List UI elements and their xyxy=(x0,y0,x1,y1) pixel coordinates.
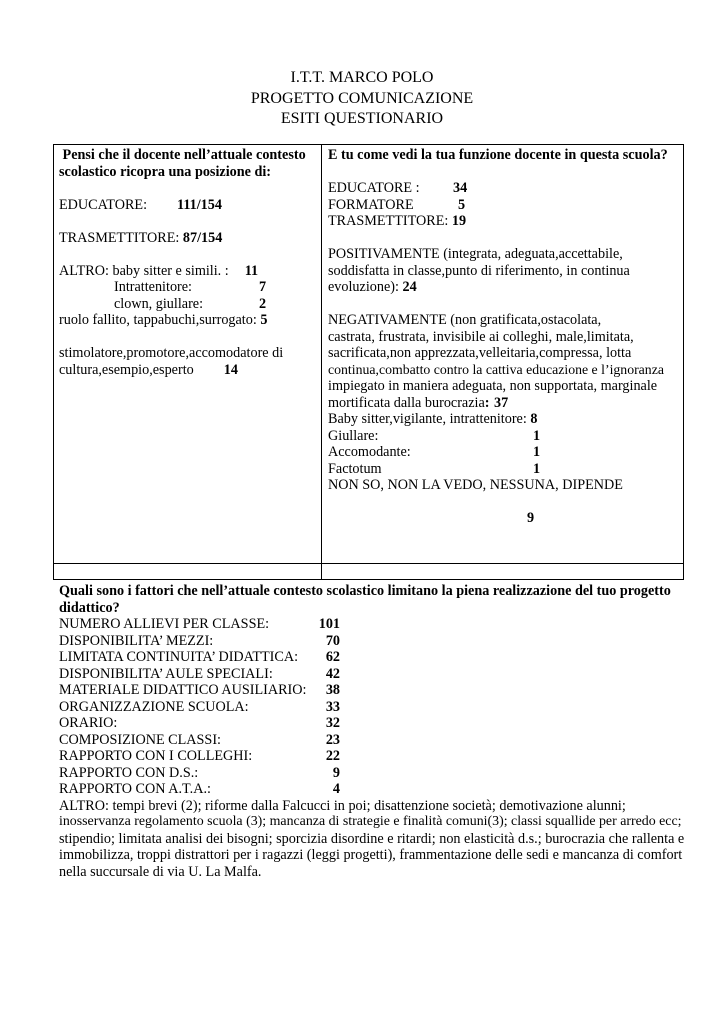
limiting-factors-section xyxy=(59,583,719,880)
right-empty-cell xyxy=(322,564,684,580)
left-question-line-1: Pensi che il docente nell’attuale contesto xyxy=(62,147,306,163)
left-clown: clown, giullare: 2 xyxy=(114,295,267,312)
right-negative-line-5: impiegato in maniera adeguata, non supportata, marginale xyxy=(328,378,658,394)
right-formatore: FORMATORE 5 xyxy=(328,196,466,213)
factor-row xyxy=(59,715,719,732)
factor-row xyxy=(59,649,719,666)
factor-value: 42 xyxy=(325,665,340,682)
right-negative-line-1: NEGATIVAMENTE (non gratificata,ostacolata, xyxy=(328,312,602,328)
factor-label: LIMITATA CONTINUITA’ DIDATTICA: xyxy=(59,649,299,665)
factor-label: RAPPORTO CON A.T.A.: xyxy=(59,781,211,797)
right-educatore: EDUCATORE : 34 xyxy=(328,180,468,196)
right-negative-line-4: continua,combatto contro la cattiva educazione e l’ignoranza xyxy=(328,361,664,377)
factor-value: 9 xyxy=(332,764,340,781)
left-trasmettitore: TRASMETTITORE: 87/154 xyxy=(59,229,223,246)
bottom-question-line-2: didattico? xyxy=(59,599,120,616)
factor-label: DISPONIBILITA’ AULE SPECIALI: xyxy=(59,665,273,682)
left-question-line-2: scolastico ricopra una posizione di: xyxy=(59,163,272,180)
right-positive-line-1: POSITIVAMENTE (integrata, adeguata,accettabile, xyxy=(328,246,623,262)
factor-label: ORGANIZZAZIONE SCUOLA: xyxy=(59,698,249,715)
left-educatore: EDUCATORE: 111/154 xyxy=(59,196,222,213)
right-baby-sitter: Baby sitter,vigilante, intrattenitore: 8 xyxy=(328,411,538,427)
left-ruolo: ruolo fallito, tappabuchi,surrogato: 5 xyxy=(59,312,268,328)
bottom-altro-line-5: nella succursale di via U. La Malfa. xyxy=(59,863,262,880)
factor-row xyxy=(59,699,719,716)
factor-row xyxy=(59,732,719,749)
factor-row xyxy=(59,666,719,683)
right-positive-line-2: soddisfatta in classe,punto di riferimento, in continua xyxy=(328,262,630,279)
bottom-altro-line-1: ALTRO: tempi brevi (2); riforme dalla Falcucci in poi; disattenzione società; demotivazione alunni; xyxy=(59,797,626,814)
factor-label: RAPPORTO CON D.S.: xyxy=(59,764,199,781)
bottom-question-line-1: Quali sono i fattori che nell’attuale contesto scolastico limitano la piena realizzazione del tuo progetto xyxy=(59,583,671,599)
factor-value: 70 xyxy=(325,632,340,649)
left-intrattenitore: Intrattenitore: 7 xyxy=(114,279,267,295)
factor-label: COMPOSIZIONE CLASSI: xyxy=(59,731,221,748)
factor-value: 4 xyxy=(332,781,340,797)
right-factotum: Factotum 1 xyxy=(328,460,541,477)
right-giullare: Giullare: 1 xyxy=(328,427,541,444)
factor-value: 23 xyxy=(325,731,340,748)
right-negative-line-6: mortificata dalla burocrazia: 37 xyxy=(328,394,509,411)
factor-value: 33 xyxy=(325,698,340,715)
factor-list xyxy=(59,616,719,798)
survey-table xyxy=(53,144,684,580)
right-accomodante: Accomodante: 1 xyxy=(328,444,541,460)
factor-label: NUMERO ALLIEVI PER CLASSE: xyxy=(59,616,270,632)
factor-row xyxy=(59,616,719,633)
left-cell xyxy=(54,145,322,564)
right-non-so-value: 9 xyxy=(527,510,535,526)
right-trasmettitore: TRASMETTITORE: 19 xyxy=(328,213,467,229)
right-negative-line-2: castrata, frustrata, invisibile ai colleghi, male,limitata, xyxy=(328,328,634,345)
factor-row xyxy=(59,748,719,765)
right-cell xyxy=(322,145,684,564)
factor-label: MATERIALE DIDATTICO AUSILIARIO: xyxy=(59,682,307,698)
factor-row xyxy=(59,633,719,650)
header-line-3: ESITI QUESTIONARIO xyxy=(280,110,444,127)
left-stimolatore-line-2: cultura,esempio,esperto 14 xyxy=(59,361,238,378)
factor-value: 38 xyxy=(325,682,340,698)
factor-label: RAPPORTO CON I COLLEGHI: xyxy=(59,748,253,764)
left-stimolatore-line-1: stimolatore,promotore,accomodatore di xyxy=(59,345,284,361)
header-line-2: PROGETTO COMUNICAZIONE xyxy=(250,90,474,107)
factor-value: 22 xyxy=(325,748,340,764)
right-negative-line-3: sacrificata,non apprezzata,velleitaria,compressa, lotta xyxy=(328,345,632,361)
header-line-1: I.T.T. MARCO POLO xyxy=(290,69,434,86)
left-altro: ALTRO: baby sitter e simili. : 11 xyxy=(59,262,259,279)
factor-value: 62 xyxy=(325,649,340,665)
right-question: E tu come vedi la tua funzione docente in questa scuola? xyxy=(328,147,668,163)
bottom-altro-line-3: stipendio; limitata analisi dei bisogni; sporcizia disordine e ritardi; non elasticità d.s.; burocrazia che rallenta e xyxy=(59,830,685,847)
left-empty-cell xyxy=(54,564,322,580)
factor-label: DISPONIBILITA’ MEZZI: xyxy=(59,632,214,649)
factor-value: 32 xyxy=(325,715,340,731)
factor-value: 101 xyxy=(318,616,340,632)
factor-row xyxy=(59,781,719,798)
factor-row xyxy=(59,682,719,699)
bottom-altro-line-2: inosservanza regolamento scuola (3); mancanza di strategie e finalità comuni(3); classi squallide per arredo ecc; xyxy=(59,814,682,829)
bottom-altro-line-4: immobilizza, troppi distrattori per i ragazzi (leggi progetti), frammentazione delle sedi e mancanza di comfort xyxy=(59,847,683,863)
factor-label: ORARIO: xyxy=(59,715,118,731)
factor-row xyxy=(59,765,719,782)
right-positive-line-3: evoluzione): 24 xyxy=(328,279,417,295)
right-non-so: NON SO, NON LA VEDO, NESSUNA, DIPENDE xyxy=(328,477,623,493)
